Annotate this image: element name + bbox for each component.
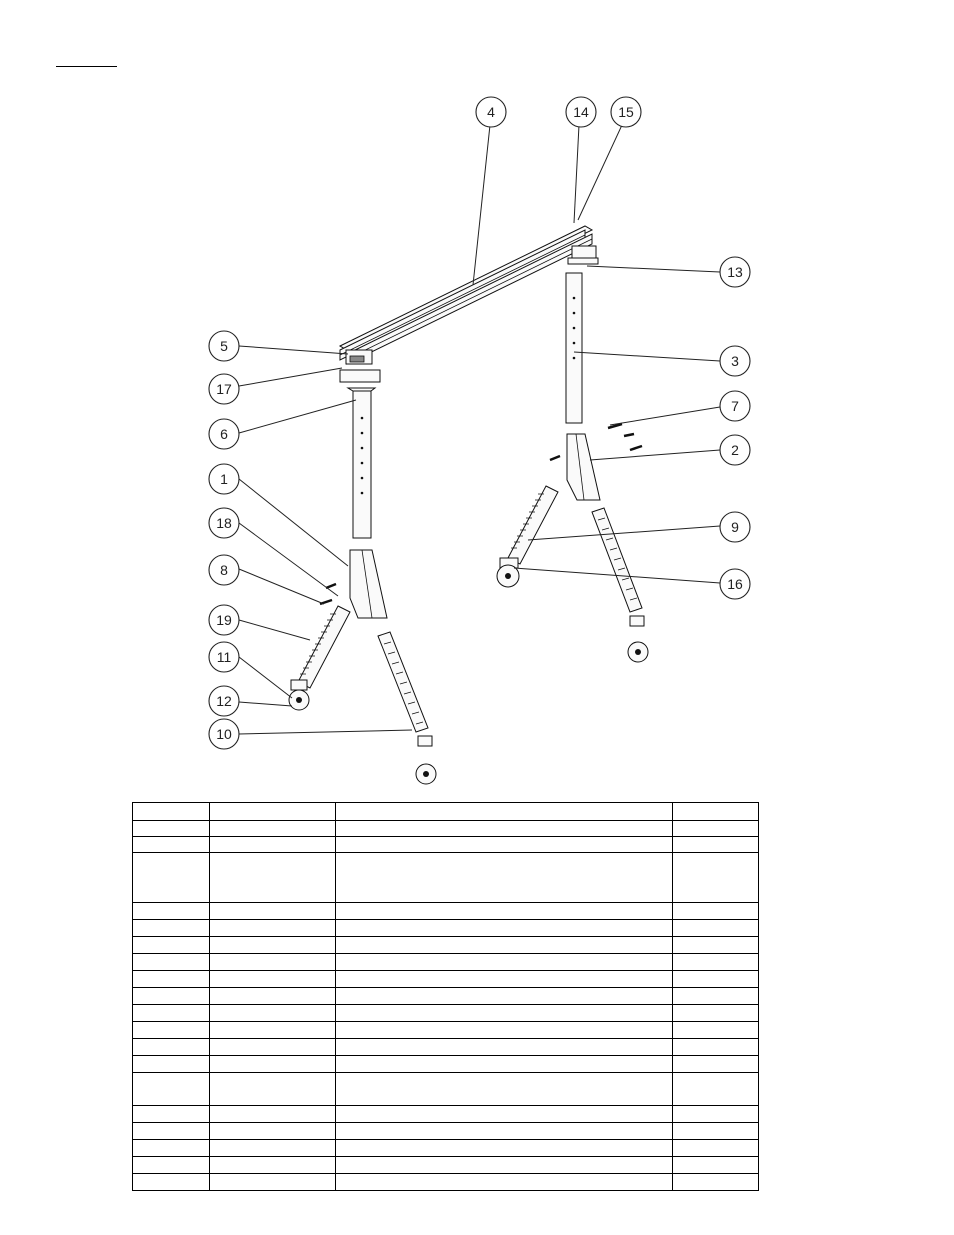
table-cell [133,954,210,971]
table-row [133,954,759,971]
leader-lines [239,125,720,734]
table-row [133,821,759,837]
table-cell [133,853,210,903]
callout-label: 6 [220,426,228,442]
callout-4 [476,97,506,127]
callout-label: 1 [220,471,228,487]
table-cell [133,1140,210,1157]
table-cell [673,988,759,1005]
table-cell [673,1005,759,1022]
table-cell [336,1056,673,1073]
table-row [133,971,759,988]
table-cell [133,1157,210,1174]
right-beam-clamp [568,246,598,264]
table-cell [336,1005,673,1022]
callout-label: 12 [216,693,232,709]
table-cell [210,920,336,937]
table-row [133,1157,759,1174]
table-cell [336,903,673,920]
table-cell [336,937,673,954]
parts-list-table [132,802,759,1191]
table-row [133,920,759,937]
callout-label: 19 [216,612,232,628]
table-cell [673,837,759,853]
table-cell [336,803,673,821]
table-cell [336,821,673,837]
table-cell [210,1123,336,1140]
callout-9 [720,512,750,542]
table-cell [673,1073,759,1106]
table-cell [133,920,210,937]
table-cell [133,1005,210,1022]
callout-label: 3 [731,353,739,369]
left-front-leg [289,606,350,710]
table-row [133,988,759,1005]
right-base-bracket [567,434,600,500]
left-base-bracket [350,550,387,618]
table-cell [336,920,673,937]
table-cell [210,1157,336,1174]
callout-12 [209,686,239,716]
table-row [133,1056,759,1073]
table-cell [210,1174,336,1191]
table-cell [133,803,210,821]
table-cell [210,803,336,821]
table-cell [673,1123,759,1140]
table-cell [673,971,759,988]
callout-15 [611,97,641,127]
right-rear-leg [592,508,648,662]
table-cell [210,1106,336,1123]
callout-14 [566,97,596,127]
table-cell [336,988,673,1005]
callout-label: 16 [727,576,743,592]
right-front-leg [497,486,558,587]
table-cell [133,988,210,1005]
table-row [133,837,759,853]
right-upright [566,273,582,423]
table-cell [336,1174,673,1191]
callout-7 [720,391,750,421]
table-cell [210,853,336,903]
callout-2 [720,435,750,465]
table-cell [210,1005,336,1022]
table-cell [673,821,759,837]
callout-13 [720,257,750,287]
table-cell [133,1073,210,1106]
table-cell [336,1106,673,1123]
table-cell [133,903,210,920]
table-row [133,1106,759,1123]
table-cell [336,1022,673,1039]
callout-19 [209,605,239,635]
table-cell [210,937,336,954]
table-cell [673,1106,759,1123]
table-cell [673,1039,759,1056]
callout-label: 10 [216,726,232,742]
callout-label: 13 [727,264,743,280]
table-cell [336,853,673,903]
callout-18 [209,508,239,538]
left-beam-clamp [340,350,380,382]
callout-16 [720,569,750,599]
table-row [133,1022,759,1039]
table-cell [210,954,336,971]
table-cell [133,1056,210,1073]
table-cell [336,837,673,853]
table-cell [210,1022,336,1039]
table-cell [133,1022,210,1039]
table-cell [336,1157,673,1174]
table-cell [336,954,673,971]
callout-label: 2 [731,442,739,458]
table-cell [673,853,759,903]
table-cell [133,1174,210,1191]
table-cell [673,954,759,971]
table-cell [673,1157,759,1174]
table-cell [336,1140,673,1157]
table-cell [210,971,336,988]
callout-6 [209,419,239,449]
table-row [133,903,759,920]
callout-label: 14 [573,104,589,120]
table-cell [673,1056,759,1073]
table-cell [133,1039,210,1056]
table-cell [673,1140,759,1157]
callout-label: 17 [216,381,232,397]
table-cell [133,1106,210,1123]
table-cell [673,903,759,920]
table-row [133,1039,759,1056]
callout-10 [209,719,239,749]
table-cell [210,1039,336,1056]
table-cell [673,920,759,937]
table-cell [133,821,210,837]
table-cell [673,1174,759,1191]
table-row [133,1174,759,1191]
table-cell [210,1073,336,1106]
callout-label: 18 [216,515,232,531]
table-cell [336,1073,673,1106]
left-upright [348,388,375,538]
table-cell [133,937,210,954]
table-cell [210,821,336,837]
table-cell [336,1039,673,1056]
table-cell [673,803,759,821]
callout-label: 4 [487,104,495,120]
table-row [133,937,759,954]
table-cell [210,1056,336,1073]
callout-1 [209,464,239,494]
table-cell [336,971,673,988]
table-cell [673,937,759,954]
callout-17 [209,374,239,404]
callout-label: 9 [731,519,739,535]
callout-label: 5 [220,338,228,354]
callout-label: 8 [220,562,228,578]
table-cell [133,971,210,988]
heading-underline [56,66,117,67]
callout-11 [209,642,239,672]
table-cell [336,1123,673,1140]
table-row [133,1073,759,1106]
table-row [133,1123,759,1140]
table-cell [133,1123,210,1140]
callout-label: 11 [216,649,232,665]
table-row [133,1005,759,1022]
callout-label: 7 [731,398,739,414]
table-cell [210,837,336,853]
callout-label: 15 [618,104,634,120]
table-row [133,803,759,821]
callout-8 [209,555,239,585]
left-rear-leg [378,632,436,784]
table-cell [210,1140,336,1157]
table-row [133,853,759,903]
callout-5 [209,331,239,361]
exploded-assembly-diagram [190,88,780,788]
top-beam [340,226,592,364]
table-cell [210,988,336,1005]
table-row [133,1140,759,1157]
table-cell [133,837,210,853]
callout-3 [720,346,750,376]
table-cell [673,1022,759,1039]
table-cell [210,903,336,920]
